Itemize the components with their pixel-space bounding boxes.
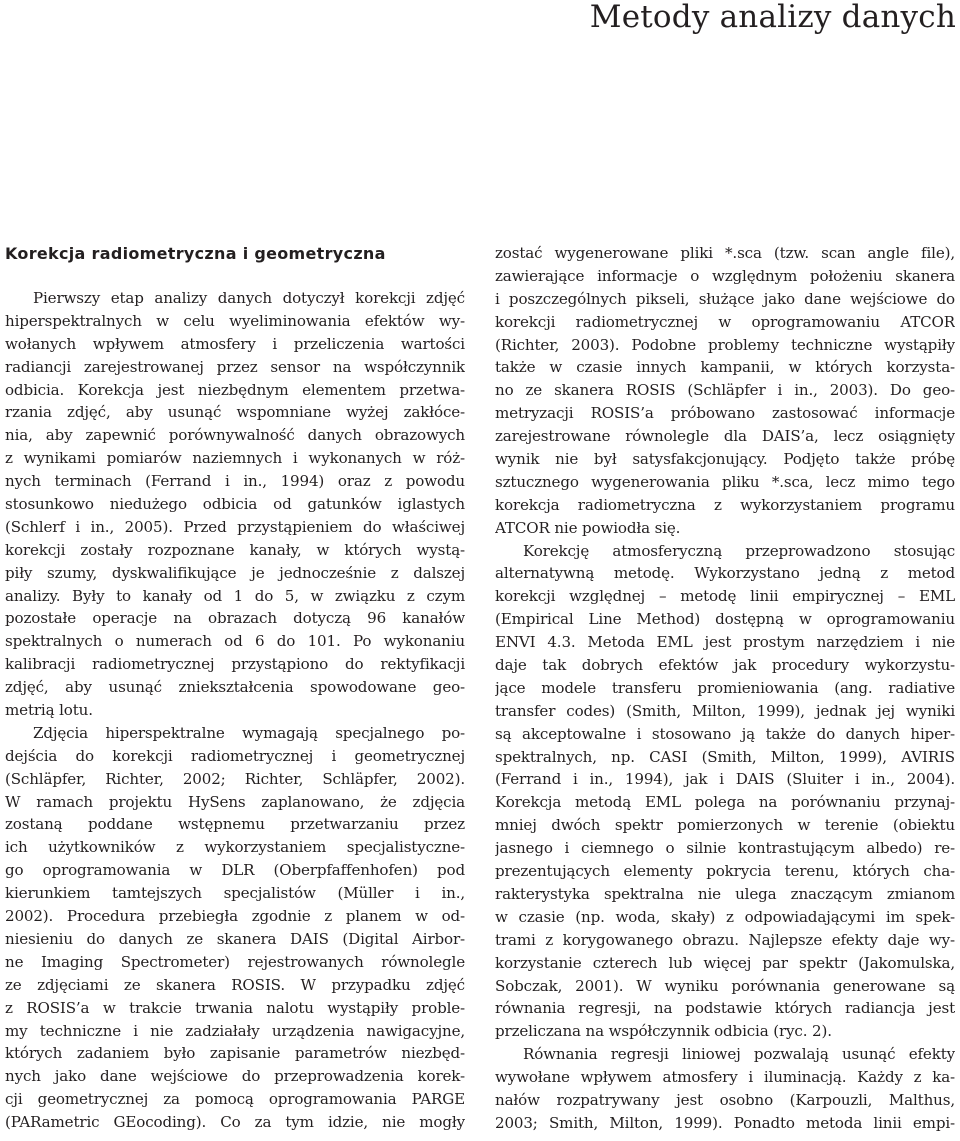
text-line: ze zdjęciami ze skanera ROSIS. W przypadku zdjęć — [5, 975, 465, 994]
text-line: wołanych wpływem atmosfery i przeliczenia wartości — [5, 334, 465, 353]
text-line: spektralnych, np. CASI (Smith, Milton, 1999), AVIRIS — [495, 747, 955, 766]
text-line: my techniczne i nie zadziałały urządzenia nawigacyjne, — [5, 1021, 465, 1040]
text-line: zarejestrowane równolegle dla DAIS’a, lecz osiągnięty — [495, 427, 955, 446]
text-line: są akceptowalne i stosowano ją także do danych hiper- — [495, 724, 955, 743]
text-line: pozostałe operacje na obrazach dotyczą 96 kanałów — [5, 609, 465, 628]
text-line: odbicia. Korekcja jest niezbędnym elementem przetwa- — [5, 380, 465, 399]
text-line: zostać wygenerowane pliki *.sca (tzw. scan angle file), — [495, 244, 955, 262]
text-line: niesieniu do danych ze skanera DAIS (Digital Airbor- — [5, 929, 465, 948]
text-line: Korekcję atmosferyczną przeprowadzono stosując — [523, 541, 955, 560]
text-line: wywołane wpływem atmosfery i iluminacją. Każdy z ka- — [495, 1068, 955, 1087]
text-line: (Ferrand i in., 1994), jak i DAIS (Sluiter i in., 2004). — [495, 770, 955, 789]
text-line: mniej dwóch spektr pomierzonych w terenie (obiektu — [495, 816, 955, 835]
text-line: 2002). Procedura przebiegła zgodnie z planem w od- — [5, 907, 465, 926]
text-line: transfer codes) (Smith, Milton, 1999), jednak jej wyniki — [495, 701, 955, 720]
text-line: trami z korygowanego obrazu. Najlepsze efekty daje wy- — [495, 930, 955, 949]
text-line: rakterystyka spektralna nie ulega znaczącym zmianom — [495, 884, 955, 903]
text-line: których zadaniem było zapisanie parametrów niezbęd- — [5, 1044, 465, 1063]
text-line: ENVI 4.3. Metoda EML jest prostym narzędziem i nie — [495, 633, 955, 652]
text-line: zawierające informacje o względnym położeniu skanera — [495, 266, 955, 285]
text-line: (Empirical Line Method) dostępną w oprogramowaniu — [495, 610, 955, 629]
text-line: korekcji radiometrycznej w oprogramowaniu ATCOR — [495, 312, 955, 331]
running-title: Metody analizy danych — [589, 0, 956, 35]
text-line: korzystanie czterech lub więcej par spektr (Jakomulska, — [495, 953, 955, 972]
text-line: W ramach projektu HySens zaplanowano, że zdjęcia — [5, 792, 465, 811]
text-line: korekcja radiometryczna z wykorzystaniem programu — [495, 495, 955, 514]
text-line: nych jako dane wejściowe do przeprowadzenia korek- — [5, 1067, 465, 1086]
text-line: jasnego i ciemnego o silnie kontrastującym albedo) re- — [495, 839, 955, 858]
section-heading: Korekcja radiometryczna i geometryczna — [5, 244, 386, 263]
text-line: sztucznego wygenerowania pliku *.sca, lecz mimo tego — [495, 472, 955, 491]
text-line: w czasie (np. woda, skały) z odpowiadającymi im spek- — [495, 907, 955, 926]
text-line: Zdjęcia hiperspektralne wymagają specjalnego po- — [33, 723, 465, 742]
text-line: Sobczak, 2001). W wyniku porównania generowane są — [495, 976, 955, 995]
text-line: metryzacji ROSIS’a próbowano zastosować informacje — [495, 404, 955, 423]
text-line: ich użytkowników z wykorzystaniem specjalistyczne- — [5, 838, 465, 857]
text-line: nałów rozpatrywany jest osobno (Karpouzli, Malthus, — [495, 1090, 955, 1109]
text-line: analizy. Były to kanały od 1 do 5, w związku z czym — [5, 586, 465, 605]
text-line: alternatywną metodę. Wykorzystano jedną z metod — [495, 564, 955, 583]
text-line: (PARametric GEocoding). Co za tym idzie, nie mogły — [5, 1113, 465, 1132]
text-line: korekcji zostały rozpoznane kanały, w których wystą- — [5, 540, 465, 559]
text-line: Pierwszy etap analizy danych dotyczył korekcji zdjęć — [33, 289, 465, 307]
text-line: metrią lotu. — [5, 701, 93, 720]
text-line: równania regresji, na podstawie których radiancja jest — [495, 999, 955, 1018]
text-line: spektralnych o numerach od 6 do 101. Po wykonaniu — [5, 632, 465, 651]
text-line: zdjęć, aby usunąć zniekształcenia spowodowane geo- — [5, 678, 465, 697]
left-text-column — [5, 287, 465, 1134]
text-line: kierunkiem tamtejszych specjalistów (Müller i in., — [5, 884, 465, 903]
text-line: prezentujących elementy pokrycia terenu, których cha- — [495, 862, 955, 881]
text-line: ne Imaging Spectrometer) rejestrowanych równolegle — [5, 952, 465, 971]
text-line: z ROSIS’a w trakcie trwania nalotu wystąpiły proble- — [5, 998, 465, 1017]
text-line: Korekcja metodą EML polega na porównaniu przynaj- — [495, 793, 955, 812]
text-line: jące modele transferu promieniowania (ang. radiative — [495, 678, 955, 697]
text-line: cji geometrycznej za pomocą oprogramowania PARGE — [5, 1090, 465, 1109]
text-line: przeliczana na współczynnik odbicia (ryc. 2). — [495, 1022, 832, 1041]
text-line: (Richter, 2003). Podobne problemy techniczne wystąpiły — [495, 335, 955, 354]
text-line: korekcji względnej – metodę linii empirycznej – EML — [495, 587, 955, 606]
text-line: 2003; Smith, Milton, 1999). Ponadto metoda linii empi- — [495, 1113, 955, 1132]
text-line: ATCOR nie powiodła się. — [495, 518, 681, 537]
text-line: rzania zdjęć, aby usunąć wspomniane wyżej zakłóce- — [5, 403, 465, 422]
text-line: kalibracji radiometrycznej przystąpiono do rektyfikacji — [5, 655, 465, 674]
text-line: (Schlerf i in., 2005). Przed przystąpieniem do właściwej — [5, 517, 465, 536]
text-line: nych terminach (Ferrand i in., 1994) oraz z powodu — [5, 472, 465, 491]
text-line: zostaną poddane wstępnemu przetwarzaniu przez — [5, 815, 465, 834]
text-line: no ze skanera ROSIS (Schläpfer i in., 2003). Do geo- — [495, 381, 955, 400]
text-line: stosunkowo niedużego odbicia od gatunków iglastych — [5, 495, 465, 514]
text-line: piły szumy, dyskwalifikujące je jednocześnie z dalszej — [5, 563, 465, 582]
text-line: z wynikami pomiarów naziemnych i wykonanych w róż- — [5, 449, 465, 468]
text-line: Równania regresji liniowej pozwalają usunąć efekty — [523, 1045, 955, 1064]
text-line: wynik nie był satysfakcjonujący. Podjęto także próbę — [495, 450, 955, 469]
text-line: daje tak dobrych efektów jak procedury wykorzystu- — [495, 656, 955, 675]
right-text-column — [495, 242, 955, 1135]
text-line: (Schläpfer, Richter, 2002; Richter, Schläpfer, 2002). — [5, 769, 465, 788]
text-line: dejścia do korekcji radiometrycznej i geometrycznej — [5, 746, 465, 765]
text-line: także w czasie innych kampanii, w których korzysta- — [495, 358, 955, 377]
text-line: go oprogramowania w DLR (Oberpfaffenhofen) pod — [5, 861, 465, 880]
text-line: radiancji zarejestrowanej przez sensor na współczynnik — [5, 357, 465, 376]
text-line: hiperspektralnych w celu wyeliminowania efektów wy- — [5, 311, 465, 330]
text-line: i poszczególnych pikseli, służące jako dane wejściowe do — [495, 289, 955, 308]
text-line: nia, aby zapewnić porównywalność danych obrazowych — [5, 426, 465, 445]
